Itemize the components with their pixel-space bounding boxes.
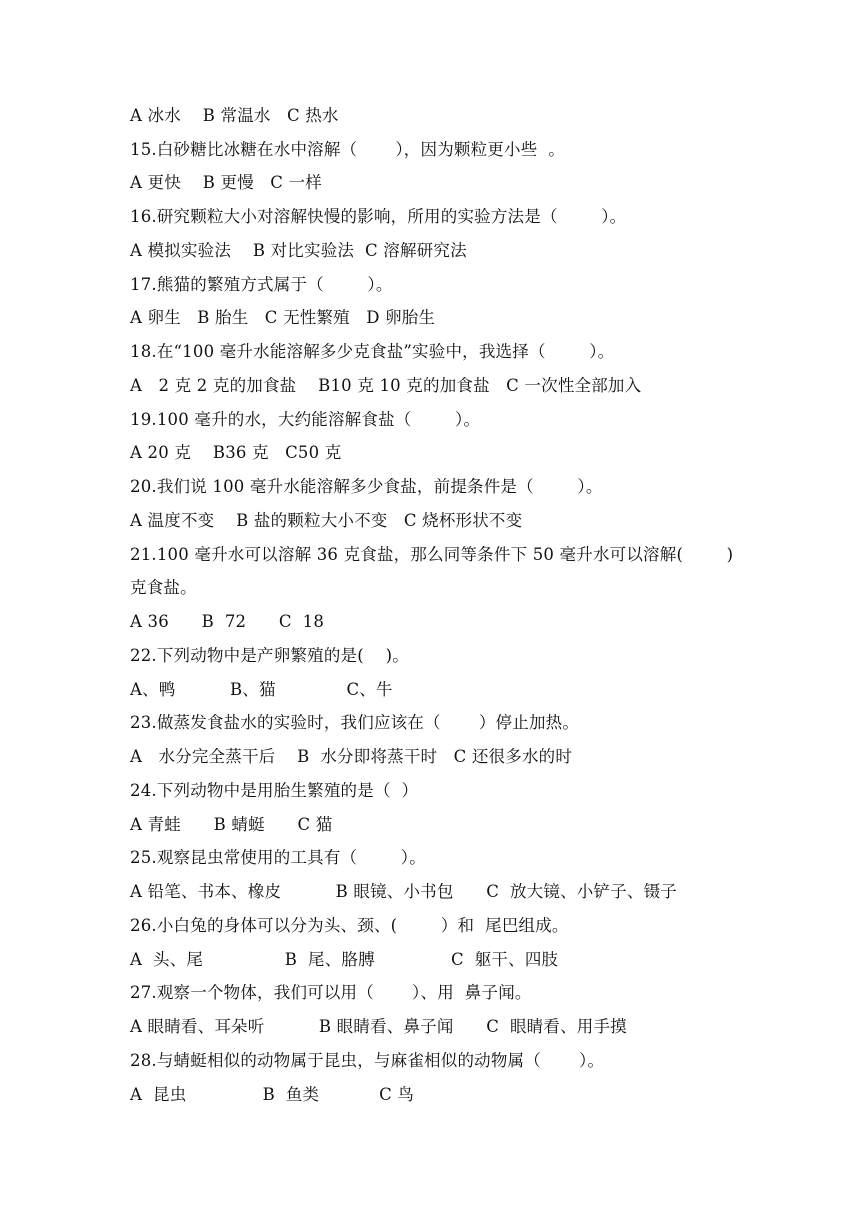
question-28: 28.与蜻蜓相似的动物属于昆虫，与麻雀相似的动物属（ ）。	[130, 1051, 605, 1070]
answer-options-19: A 20 克 B36 克 C50 克	[130, 443, 342, 462]
answer-options-21: A 36 B 72 C 18	[130, 612, 325, 631]
question-18: 18.在“100 毫升水能溶解多少克食盐”实验中，我选择（ ）。	[130, 342, 615, 361]
answer-options-16: A 模拟实验法 B 对比实验法 C 溶解研究法	[130, 241, 467, 260]
answer-options-22: A、鸭 B、猫 C、牛	[130, 680, 393, 699]
question-25: 25.观察昆虫常使用的工具有（ ）。	[130, 848, 426, 867]
question-24: 24.下列动物中是用胎生繁殖的是（ ）	[130, 781, 419, 800]
answer-options-20: A 温度不变 B 盐的颗粒大小不变 C 烧杯形状不变	[130, 511, 523, 530]
question-21: 21.100 毫升水可以溶解 36 克食盐，那么同等条件下 50 毫升水可以溶解( )	[130, 545, 734, 564]
answer-options-24: A 青蛙 B 蜻蜓 C 猫	[130, 815, 333, 834]
answer-options-25: A 铅笔、书本、橡皮 B 眼镜、小书包 C 放大镜、小铲子、镊子	[130, 882, 677, 901]
question-17: 17.熊猫的繁殖方式属于（ ）。	[130, 275, 393, 294]
question-27: 27.观察一个物体，我们可以用（ ）、用 鼻子闻。	[130, 983, 532, 1002]
question-26: 26.小白兔的身体可以分为头、颈、( ）和 尾巴组成。	[130, 916, 569, 935]
question-22: 22.下列动物中是产卵繁殖的是( )。	[130, 646, 409, 665]
question-15: 15.白砂糖比冰糖在水中溶解（ ），因为颗粒更小些 。	[130, 140, 565, 159]
question-16: 16.研究颗粒大小对溶解快慢的影响，所用的实验方法是（ ）。	[130, 207, 627, 226]
answer-options-18: A 2 克 2 克的加食盐 B10 克 10 克的加食盐 C 一次性全部加入	[130, 376, 642, 395]
question-19: 19.100 毫升的水，大约能溶解食盐（ ）。	[130, 410, 481, 429]
answer-options-15: A 更快 B 更慢 C 一样	[130, 173, 322, 192]
answer-options-27: A 眼睛看、耳朵听 B 眼睛看、鼻子闻 C 眼睛看、用手摸	[130, 1017, 627, 1036]
question-21-continued: 克食盐。	[130, 578, 197, 597]
answer-options-14: A 冰水 B 常温水 C 热水	[130, 106, 339, 125]
answer-options-17: A 卵生 B 胎生 C 无性繁殖 D 卵胎生	[130, 308, 436, 327]
answer-options-28: A 昆虫 B 鱼类 C 鸟	[130, 1085, 415, 1104]
question-20: 20.我们说 100 毫升水能溶解多少食盐，前提条件是（ ）。	[130, 477, 603, 496]
question-23: 23.做蒸发食盐水的实验时，我们应该在（ ）停止加热。	[130, 713, 580, 732]
answer-options-23: A 水分完全蒸干后 B 水分即将蒸干时 C 还很多水的时	[130, 747, 573, 766]
answer-options-26: A 头、尾 B 尾、胳膊 C 躯干、四肢	[130, 950, 559, 969]
